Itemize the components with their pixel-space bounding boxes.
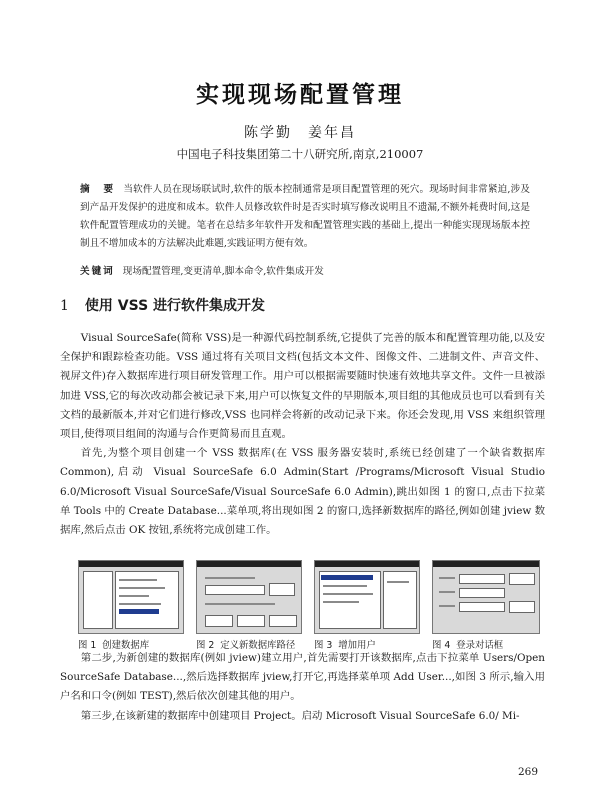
page-number: 269 — [517, 766, 538, 778]
keywords-label: 关键词 — [80, 266, 115, 277]
figure-caption: 定义新数据库路径 — [220, 640, 296, 651]
figure-caption: 创建数据库 — [102, 640, 150, 651]
body-text-upper — [60, 329, 545, 540]
figure-2-screenshot — [196, 560, 302, 634]
keywords-text: 现场配置管理,变更清单,脚本命令,软件集成开发 — [122, 266, 324, 277]
paper-affiliation: 中国电子科技集团第二十八研究所,南京,210007 — [176, 147, 424, 161]
figure-label: 图 2 — [196, 640, 215, 651]
figure-4-screenshot — [432, 560, 540, 634]
figure-row — [78, 560, 540, 652]
figure-label: 图 1 — [78, 640, 97, 651]
abstract-label: 摘 要 — [80, 184, 116, 195]
abstract-text: 当软件人员在现场联试时,软件的版本控制通常是项目配置管理的死穴。现场时间非常紧迫,涉及到产品开发保护的进度和成本。软件人员修改软件时是否实时填写修改说明且不遗漏,不额外耗费时间,这是软件配置管理成功的关键。笔者在总结多年软件开发和配置管理实践的基础上,提出一种能实现现场版本控制且不增加成本的方法解决此难题,实践证明方便有效。 — [80, 184, 531, 249]
figure-3-screenshot — [314, 560, 420, 634]
figure-caption: 登录对话框 — [456, 640, 504, 651]
abstract — [80, 181, 530, 253]
paragraph: Visual SourceSafe(简称 VSS)是一种源代码控制系统,它提供了完善的版本和配置管理功能,以及安全保护和跟踪检查功能。VSS 通过将有关项目文档(包括文本文件、图像文件、二进制文件、声音文件、视屏文件)存入数据库进行项目研发管理工作。用户可以根据需要随时快速有效地共享文件。文件一旦被添加进 VSS,它的每次改动都会被记录下来,用户可以恢复文件的早期版本,项目组的其他成员也可以看到有关文档的最新版本,并对它们进行修改,VSS 也同样会将新的改动记录下来。你还会发现,用 VSS 来组织管理项目,使得项目组间的沟通与合作更简易而且直观。 — [60, 332, 545, 441]
paragraph: 第三步,在该新建的数据库中创建项目 Project。启动 Microsoft Visual SourceSafe 6.0/ Mi- — [80, 709, 520, 722]
paragraph: 第二步,为新创建的数据库(例如 jview)建立用户,首先需要打开该数据库,点击下拉菜单 Users/Open SourceSafe Database...,然后选择数据库 jview,打开它,再选择菜单项 Add User...,如图 3 所示,输入用户名和口令(例如 TEST),然后依次创建其他的用户。 — [60, 652, 545, 703]
paper-authors: 陈学勤 姜年昌 — [244, 125, 356, 141]
body-text-lower — [60, 649, 545, 726]
figure-label: 图 3 — [314, 640, 333, 651]
paragraph: 首先,为整个项目创建一个 VSS 数据库(在 VSS 服务器安装时,系统已经创建了一个缺省数据库 Common),启动 Visual SourceSafe 6.0 Admin(Start /Programs/Microsoft Visual Studio 6.0/Microsoft Visual SourceSafe/Visual SourceSafe 6.0 Admin),跳出如图 1 的窗口,点击下拉菜单 Tools 中的 Create Database...菜单项,将出现如图 2 的窗口,选择新数据库的路径,例如创建 jview 数据库,然后点击 OK 按钮,系统将完成创建工作。 — [60, 447, 545, 537]
keywords — [80, 265, 530, 279]
paper-title: 实现现场配置管理 — [196, 81, 404, 108]
figure-label: 图 4 — [432, 640, 451, 651]
figure-1-screenshot — [78, 560, 184, 634]
figure-caption: 增加用户 — [338, 640, 376, 651]
section-number: 1 — [60, 298, 69, 314]
section-heading — [60, 295, 540, 315]
section-title: 使用 VSS 进行软件集成开发 — [84, 298, 266, 314]
